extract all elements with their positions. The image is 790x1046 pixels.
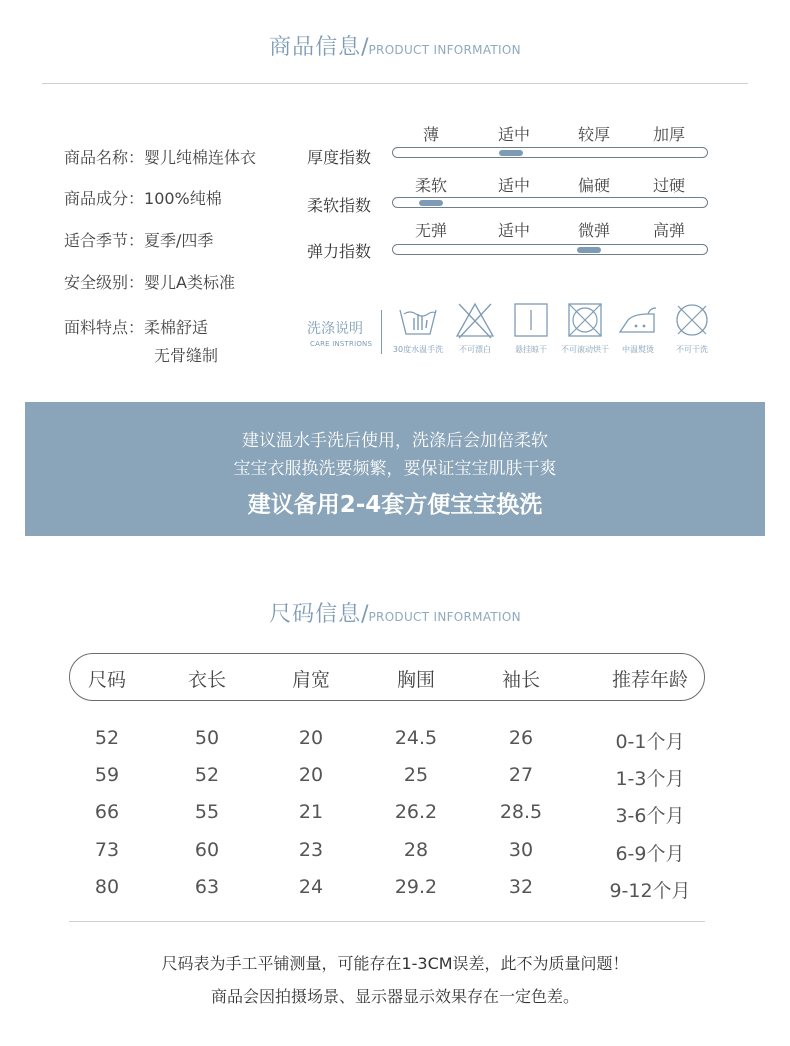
table-cell: 25	[403, 764, 429, 786]
table-cell: 26.2	[394, 801, 438, 823]
info-value: 100%纯棉	[144, 189, 222, 208]
table-cell: 73	[94, 839, 120, 861]
index-slider-track	[392, 197, 708, 208]
table-header-cell: 推荐年龄	[611, 669, 688, 691]
index-slider-track	[392, 244, 708, 255]
table-cell: 1-3个月	[615, 768, 685, 790]
care-caption: 30度水温手洗	[392, 345, 444, 354]
index-level-label: 加厚	[652, 125, 685, 144]
table-cell: 50	[194, 727, 220, 749]
table-cell: 26	[508, 727, 534, 749]
info-row-safety	[64, 270, 235, 293]
banner-line-2: 宝宝衣服换洗要频繁，要保证宝宝肌肤干爽	[233, 459, 557, 479]
table-cell: 6-9个月	[615, 843, 685, 865]
care-advice-banner	[25, 402, 765, 536]
table-cell: 23	[298, 839, 324, 861]
title-slash: /	[361, 602, 369, 627]
index-level-label: 较厚	[577, 125, 610, 144]
index-label: 厚度指数	[307, 148, 372, 167]
table-header-cell: 衣长	[187, 669, 226, 691]
index-level-label: 柔软	[414, 176, 447, 195]
table-cell: 66	[94, 801, 120, 823]
info-value: 婴儿A类标准	[144, 273, 235, 292]
table-bottom-divider	[69, 921, 705, 922]
table-cell: 55	[194, 801, 220, 823]
care-caption: 悬挂晾干	[515, 345, 547, 354]
info-row-material	[64, 186, 222, 209]
table-cell: 9-12个月	[609, 880, 691, 902]
title-slash: /	[361, 35, 369, 60]
table-cell: 32	[508, 876, 534, 898]
info-row-name	[64, 145, 256, 168]
banner-line-3: 建议备用2-4套方便宝宝换洗	[247, 492, 543, 518]
index-slider-track	[392, 147, 708, 158]
info-value-second: 无骨缝制	[154, 346, 219, 365]
table-cell: 3-6个月	[615, 805, 685, 827]
table-cell: 59	[94, 764, 120, 786]
table-header-cell: 肩宽	[291, 669, 330, 691]
section-title-size-info	[0, 597, 790, 628]
table-cell: 52	[194, 764, 220, 786]
info-label: 商品名称：	[64, 148, 145, 167]
table-cell: 28.5	[499, 801, 543, 823]
measurement-note: 尺码表为手工平铺测量，可能存在1-3CM误差，此不为质量问题！	[161, 954, 629, 973]
banner-line-1: 建议温水手洗后使用，洗涤后会加倍柔软	[242, 431, 548, 451]
index-label: 柔软指数	[307, 196, 372, 215]
section-title-product-info	[0, 30, 790, 61]
info-value: 婴儿纯棉连体衣	[144, 148, 257, 167]
index-slider-thumb	[499, 150, 523, 156]
care-caption: 不可漂白	[459, 345, 491, 354]
index-slider-thumb	[577, 247, 601, 253]
index-level-label: 薄	[422, 125, 439, 144]
table-header-cell: 尺码	[87, 669, 126, 691]
table-cell: 63	[194, 876, 220, 898]
table-cell: 27	[508, 764, 534, 786]
info-label: 安全级别：	[64, 273, 145, 292]
info-label: 商品成分：	[64, 189, 145, 208]
index-label: 弹力指数	[307, 242, 372, 261]
index-level-label: 高弹	[652, 221, 685, 240]
index-level-label: 适中	[497, 221, 530, 240]
table-cell: 20	[298, 727, 324, 749]
table-cell: 60	[194, 839, 220, 861]
section-divider	[42, 83, 748, 84]
table-cell: 0-1个月	[615, 731, 685, 753]
table-cell: 24	[298, 876, 324, 898]
index-level-label: 适中	[497, 125, 530, 144]
table-cell: 20	[298, 764, 324, 786]
info-label: 面料特点：	[64, 318, 145, 337]
table-cell: 52	[94, 727, 120, 749]
no-dry-clean-icon	[660, 300, 724, 340]
table-cell: 30	[508, 839, 534, 861]
index-level-label: 微弹	[577, 221, 610, 240]
info-row-features	[64, 315, 219, 365]
no-bleach-icon	[443, 300, 507, 340]
care-caption: 不可干洗	[676, 345, 708, 354]
index-level-label: 无弹	[414, 221, 447, 240]
section-title-zh: 商品信息	[269, 35, 362, 60]
info-label: 适合季节：	[64, 231, 145, 250]
table-header-cell: 袖长	[501, 669, 540, 691]
table-cell: 28	[403, 839, 429, 861]
table-header-cell: 胸围	[396, 669, 435, 691]
section-title-en: PRODUCT INFORMATION	[368, 610, 521, 624]
info-value: 柔棉舒适	[144, 318, 209, 337]
table-cell: 21	[298, 801, 324, 823]
section-title-zh: 尺码信息	[269, 602, 362, 627]
table-cell: 29.2	[394, 876, 438, 898]
hand-wash-icon	[386, 300, 450, 340]
section-title-en: PRODUCT INFORMATION	[368, 43, 521, 57]
care-caption: 中温熨烫	[622, 345, 654, 354]
color-note: 商品会因拍摄场景、显示器显示效果存在一定色差。	[210, 987, 579, 1006]
care-title: 洗涤说明	[307, 321, 363, 337]
care-caption: 不可滚动烘干	[561, 345, 609, 354]
info-row-season	[64, 228, 213, 251]
info-value: 夏季/四季	[144, 231, 214, 250]
table-cell: 80	[94, 876, 120, 898]
index-level-label: 偏硬	[577, 176, 610, 195]
care-subtitle: CARE INSTRIONS	[310, 340, 373, 348]
index-slider-thumb	[419, 200, 443, 206]
table-cell: 24.5	[394, 727, 438, 749]
index-level-label: 过硬	[652, 176, 685, 195]
index-level-label: 适中	[497, 176, 530, 195]
